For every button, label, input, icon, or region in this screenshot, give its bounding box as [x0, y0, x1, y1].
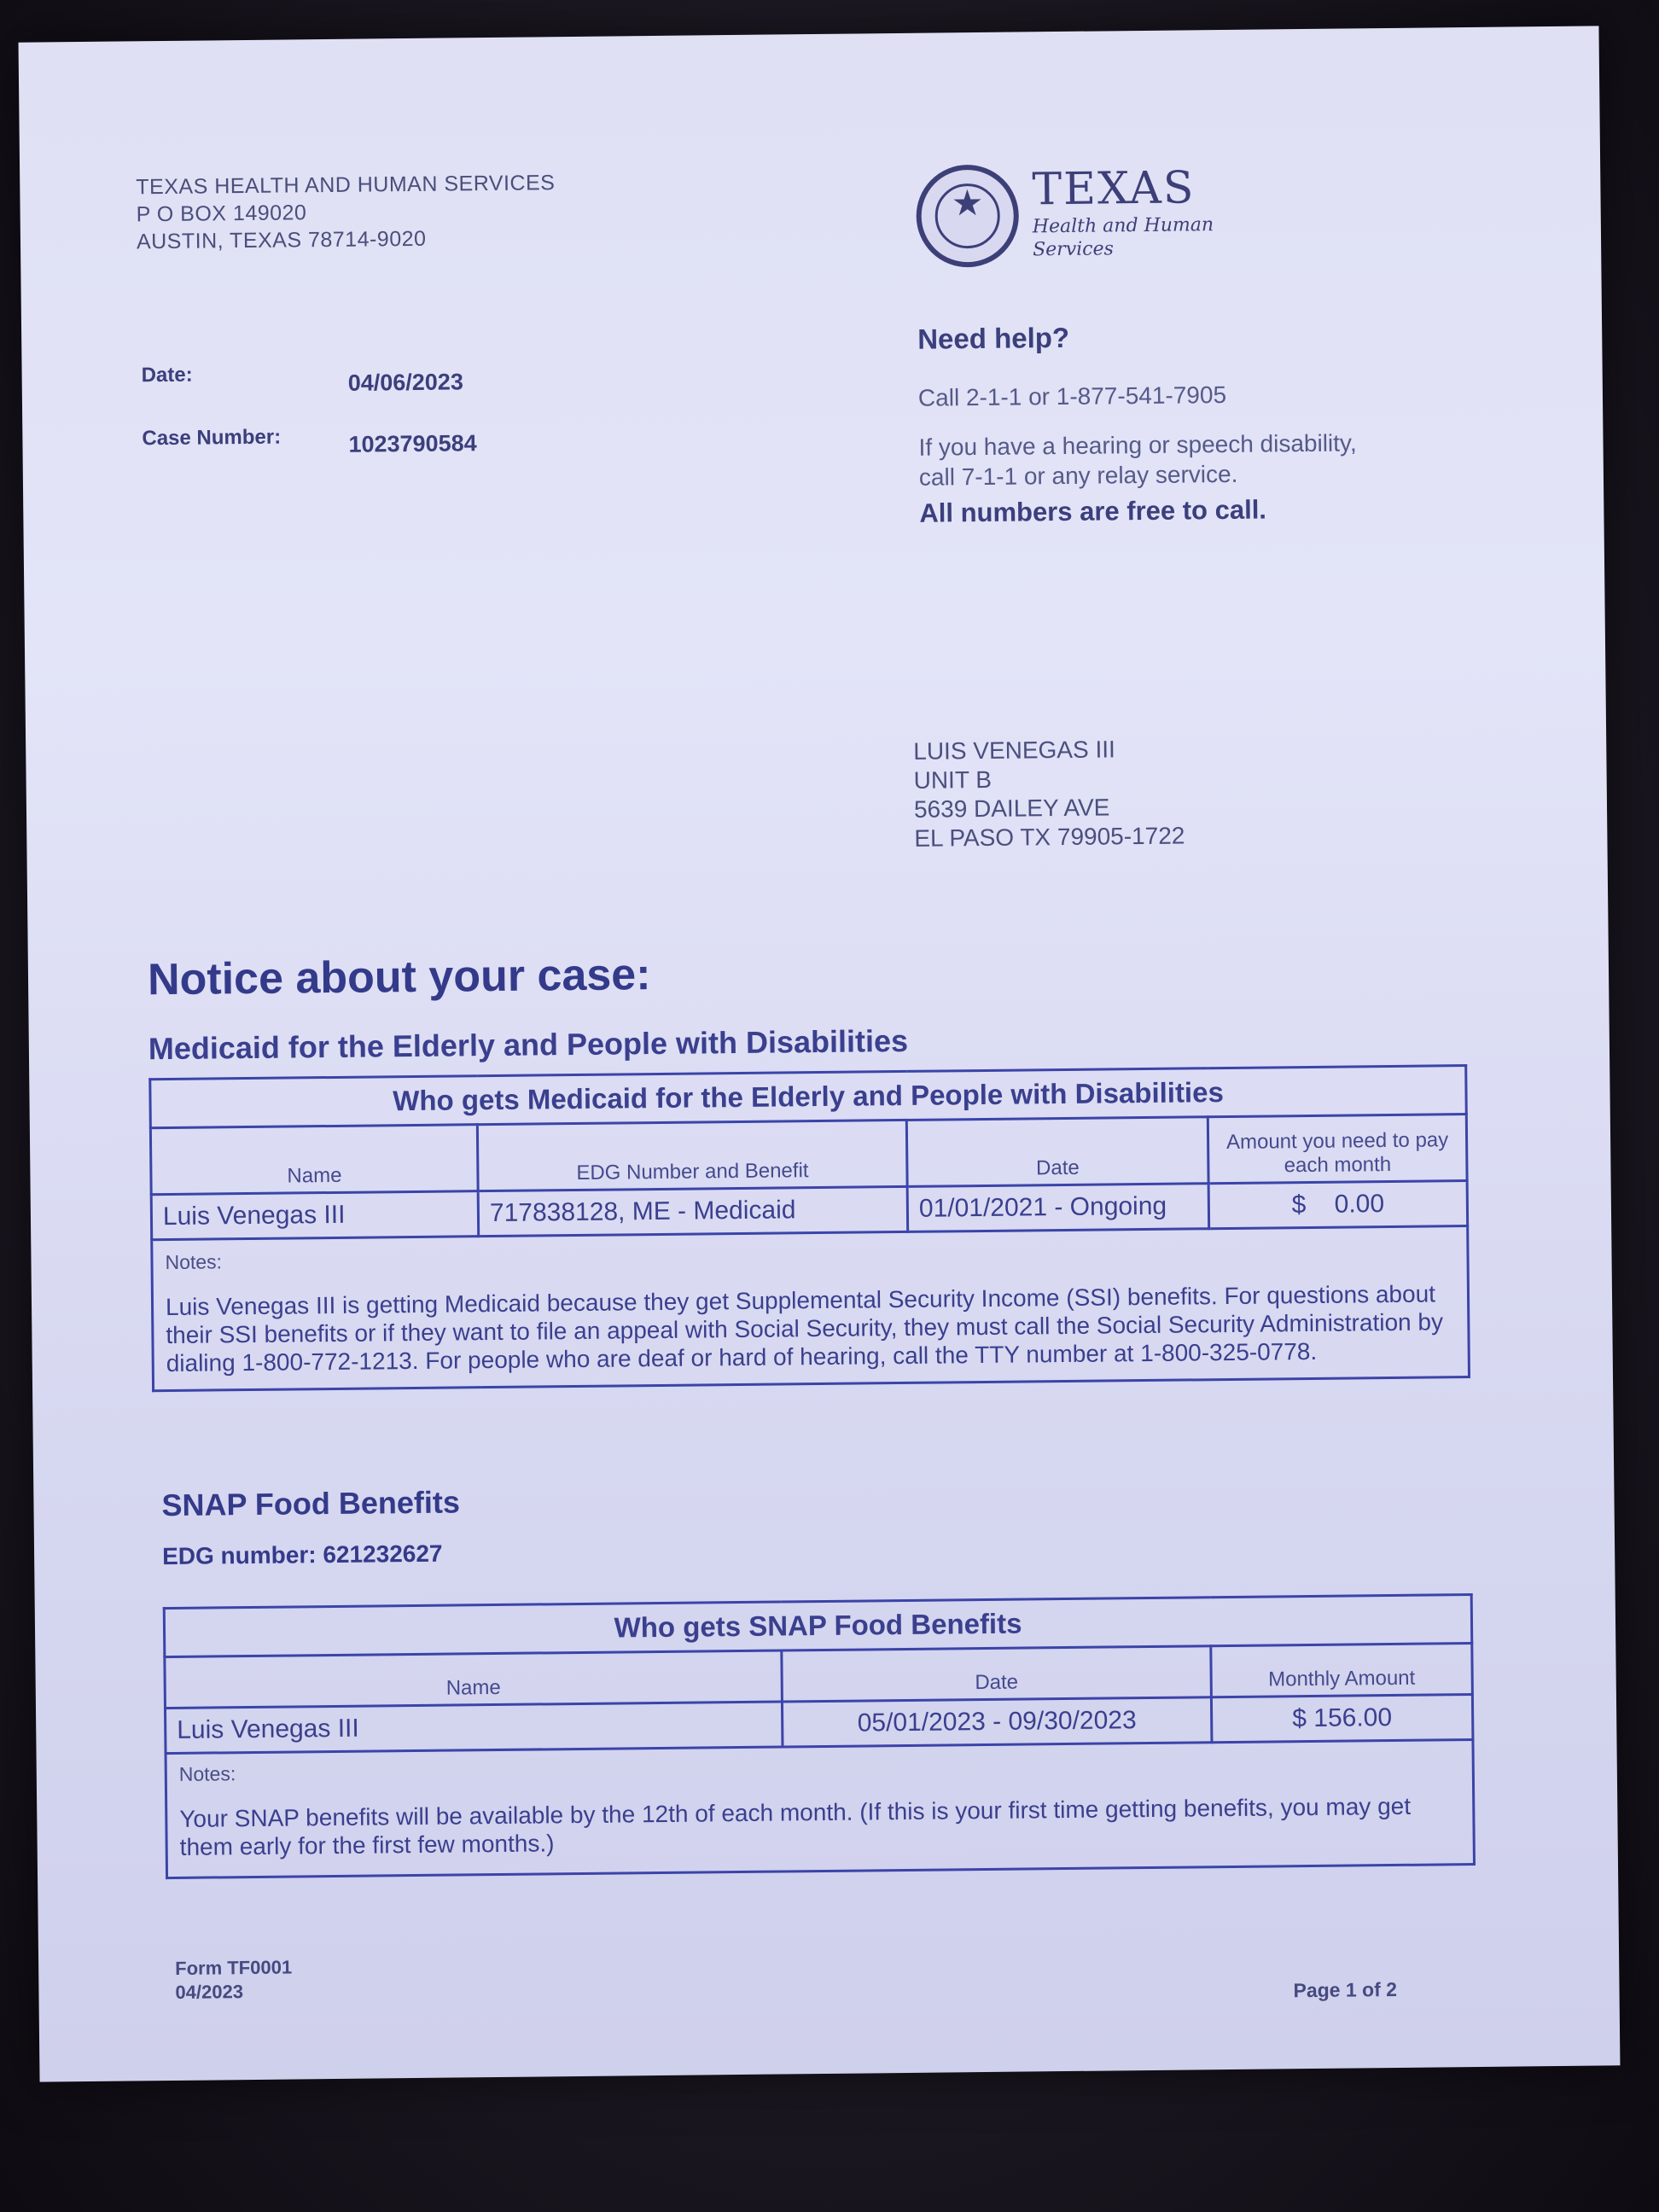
medicaid-notes — [152, 1226, 1470, 1391]
help-phone: Call 2-1-1 or 1-877-541-7905 — [917, 381, 1227, 411]
texas-seal-icon: ★ — [916, 165, 1019, 268]
logo-subtitle-line: Services — [1033, 238, 1114, 261]
monthly-payment: $ 0.00 — [1208, 1181, 1468, 1229]
help-free: All numbers are free to call. — [919, 494, 1267, 528]
member-name: Luis Venegas III — [165, 1702, 783, 1754]
case-number-value: 1023790584 — [348, 430, 477, 457]
notes-label: Notes: — [165, 1250, 223, 1274]
recipient-address — [913, 735, 1185, 853]
recipient-line: EL PASO TX 79905-1722 — [914, 822, 1185, 852]
column-header: Name — [165, 1650, 783, 1708]
case-number-label: Case Number: — [142, 425, 282, 451]
column-header: Date — [906, 1117, 1208, 1187]
recipient-line: UNIT B — [913, 765, 992, 794]
logo-subtitle-line: Health and Human — [1032, 214, 1214, 238]
notice-page — [19, 26, 1621, 2081]
monthly-amount: $ 156.00 — [1211, 1695, 1473, 1743]
medicaid-table-heading: Who gets Medicaid for the Elderly and People with Disabilities — [150, 1066, 1467, 1128]
column-header: Monthly Amount — [1211, 1644, 1473, 1697]
notice-title: Notice about your case: — [147, 950, 651, 1005]
notes-label: Notes: — [178, 1762, 236, 1785]
form-date: 04/2023 — [175, 1981, 244, 2003]
column-header: Amount you need to pay each month — [1208, 1115, 1467, 1184]
snap-table-heading: Who gets SNAP Food Benefits — [164, 1595, 1472, 1657]
date-value: 04/06/2023 — [347, 369, 464, 396]
help-relay: call 7-1-1 or any relay service. — [918, 460, 1238, 491]
recipient-line: LUIS VENEGAS III — [913, 736, 1115, 765]
benefit-period: 05/01/2023 - 09/30/2023 — [782, 1697, 1212, 1747]
sender-line: P O BOX 149020 — [136, 201, 307, 227]
edg-value: 621232627 — [323, 1540, 443, 1569]
snap-title: SNAP Food Benefits — [161, 1484, 461, 1523]
edg-benefit: 717838128, ME - Medicaid — [478, 1186, 908, 1236]
hhs-logo — [916, 161, 1275, 284]
medicaid-table — [148, 1064, 1470, 1392]
notes-text: Luis Venegas III is getting Medicaid because they get Supplemental Security Income (SSI) benefits. For questions about their SSI benefits or if they want to file an appeal with Social Security, they must call the Social Security Administration by dialing 1-800-772-1213. For people who are deaf or hard of hearing, call the TTY number at 1-800-325-0778. — [165, 1280, 1444, 1377]
form-number: Form TF0001 — [175, 1956, 293, 1979]
help-title: Need help? — [917, 321, 1070, 355]
logo-subtitle — [1033, 213, 1214, 261]
sender-address — [136, 169, 556, 255]
snap-notes — [166, 1740, 1474, 1878]
column-header: EDG Number and Benefit — [477, 1120, 907, 1190]
sender-line: AUSTIN, TEXAS 78714-9020 — [136, 226, 427, 254]
sender-line: TEXAS HEALTH AND HUMAN SERVICES — [136, 171, 556, 200]
snap-edg-number — [162, 1540, 443, 1570]
help-hearing: If you have a hearing or speech disability, — [918, 429, 1357, 461]
coverage-date: 01/01/2021 - Ongoing — [907, 1184, 1209, 1232]
snap-table — [163, 1593, 1476, 1879]
notice-subtitle: Medicaid for the Elderly and People with Disabilities — [148, 1022, 909, 1067]
recipient-line: 5639 DAILEY AVE — [913, 794, 1110, 823]
column-header: Date — [782, 1646, 1212, 1702]
logo-title: TEXAS — [1032, 162, 1196, 216]
edg-label: EDG number: — [161, 1541, 317, 1570]
form-identifier — [175, 1956, 293, 2005]
column-header: Name — [150, 1125, 478, 1195]
member-name: Luis Venegas III — [151, 1191, 479, 1240]
notes-text: Your SNAP benefits will be available by the 12th of each month. (If this is your first time getting benefits, you may get them early for the first few months.) — [179, 1792, 1412, 1860]
date-label: Date: — [141, 363, 193, 387]
page-number: Page 1 of 2 — [1293, 1977, 1398, 2002]
